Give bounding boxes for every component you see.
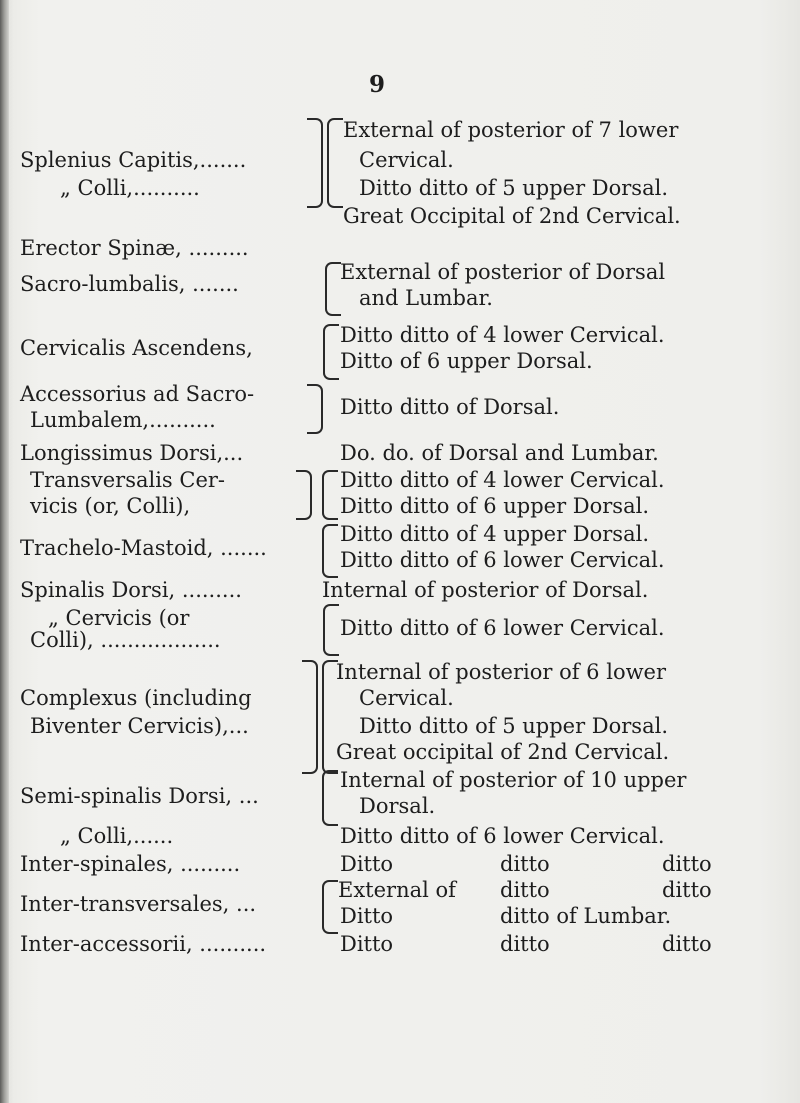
innervation-text: Ditto	[340, 852, 394, 876]
brace	[325, 262, 341, 316]
page-number: 9	[368, 71, 385, 98]
muscle-erector-spinae: Erector Spinæ, .........	[20, 236, 249, 260]
muscle-spinalis-dorsi: Spinalis Dorsi, .........	[20, 578, 242, 602]
muscle-complexus: Biventer Cervicis),...	[30, 714, 249, 738]
innervation-text: ditto	[662, 932, 712, 956]
muscle-semi-spinalis-dorsi: Semi-spinalis Dorsi, ...	[20, 784, 259, 808]
muscle-transversalis-cervicis: vicis (or, Colli),	[30, 494, 191, 518]
brace	[307, 384, 323, 434]
innervation-text: Ditto ditto of 5 upper Dorsal.	[359, 176, 668, 200]
brace	[322, 770, 338, 826]
muscle-inter-spinales: Inter-spinales, .........	[20, 852, 241, 876]
innervation-text: Ditto ditto of 4 upper Dorsal.	[340, 522, 649, 546]
innervation-text: Great Occipital of 2nd Cervical.	[343, 204, 681, 228]
innervation-text: and Lumbar.	[359, 286, 493, 310]
muscle-spinalis-cervicis: Colli), ..................	[30, 628, 221, 652]
innervation-text: Cervical.	[359, 148, 454, 172]
brace	[322, 524, 338, 578]
innervation-text: Ditto ditto of 6 lower Cervical.	[340, 548, 665, 572]
brace	[323, 324, 339, 380]
muscle-cervicalis-ascendens: Cervicalis Ascendens,	[20, 336, 253, 360]
innervation-text: Ditto ditto of 6 upper Dorsal.	[340, 494, 649, 518]
muscle-sacro-lumbalis: Sacro-lumbalis, .......	[20, 272, 239, 296]
innervation-text: Ditto ditto of 5 upper Dorsal.	[359, 714, 668, 738]
innervation-text: Ditto ditto of 6 lower Cervical.	[340, 824, 665, 848]
muscle-trachelo-mastoid: Trachelo-Mastoid, .......	[20, 536, 267, 560]
innervation-text: Ditto ditto of 6 lower Cervical.	[340, 616, 665, 640]
brace	[296, 470, 312, 520]
brace	[302, 660, 318, 774]
innervation-text: Ditto	[340, 932, 394, 956]
muscle-inter-transversales: Inter-transversales, ...	[20, 892, 257, 916]
innervation-text: External of	[338, 878, 456, 902]
muscle-splenius-colli: „ Colli,..........	[60, 176, 200, 200]
left-brace	[307, 118, 323, 208]
right-brace	[327, 118, 343, 208]
muscle-semi-spinalis-colli: „ Colli,......	[60, 824, 174, 848]
innervation-text: External of posterior of 7 lower	[343, 118, 679, 142]
muscle-spinalis-cervicis: „ Cervicis (or	[48, 606, 190, 630]
innervation-text: Internal of posterior of Dorsal.	[322, 578, 649, 602]
innervation-text: External of posterior of Dorsal	[340, 260, 666, 284]
muscle-inter-accessorii: Inter-accessorii, ..........	[20, 932, 267, 956]
innervation-text: Ditto ditto of 4 lower Cervical.	[340, 323, 665, 347]
brace	[322, 470, 338, 520]
innervation-text: Internal of posterior of 6 lower	[336, 660, 667, 684]
innervation-text: Dorsal.	[359, 794, 436, 818]
muscle-splenius-capitis: Splenius Capitis,.......	[20, 148, 247, 172]
brace	[322, 880, 338, 934]
innervation-text: Ditto	[340, 904, 394, 928]
innervation-text: Ditto ditto of 4 lower Cervical.	[340, 468, 665, 492]
innervation-text: ditto of Lumbar.	[500, 904, 672, 928]
page-gutter	[0, 0, 9, 1103]
innervation-text: Internal of posterior of 10 upper	[340, 768, 687, 792]
innervation-text: ditto	[500, 878, 550, 902]
innervation-text: Do. do. of Dorsal and Lumbar.	[340, 441, 659, 465]
muscle-accessorius: Lumbalem,..........	[30, 408, 216, 432]
muscle-accessorius: Accessorius ad Sacro-	[20, 382, 255, 406]
innervation-text: ditto	[500, 932, 550, 956]
muscle-transversalis-cervicis: Transversalis Cer-	[30, 468, 226, 492]
innervation-text: ditto	[662, 852, 712, 876]
innervation-text: Ditto of 6 upper Dorsal.	[340, 349, 593, 373]
innervation-text: ditto	[662, 878, 712, 902]
muscle-longissimus-dorsi: Longissimus Dorsi,...	[20, 441, 244, 465]
brace	[323, 604, 339, 656]
innervation-text: Great occipital of 2nd Cervical.	[336, 740, 670, 764]
innervation-text: Cervical.	[359, 686, 454, 710]
innervation-text: ditto	[500, 852, 550, 876]
innervation-text: Ditto ditto of Dorsal.	[340, 395, 560, 419]
muscle-complexus: Complexus (including	[20, 686, 252, 710]
